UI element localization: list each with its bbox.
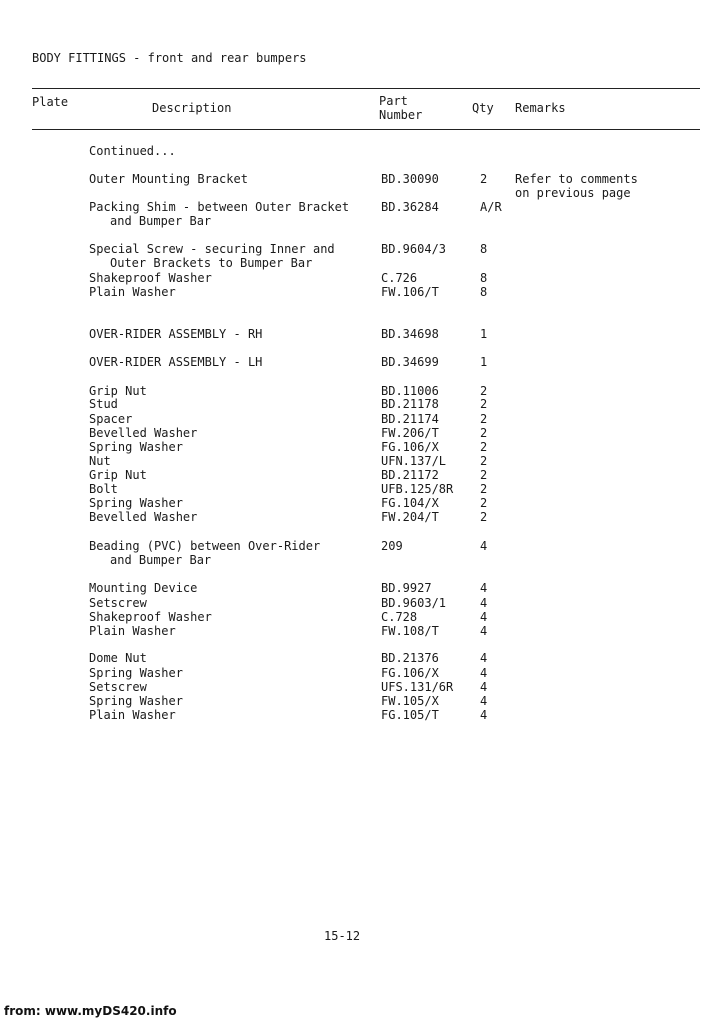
row-description: Spring Washer <box>89 666 183 680</box>
row-description-cont: and Bumper Bar <box>110 214 212 228</box>
row-part-number: UFN.137/L <box>381 454 447 468</box>
row-part-number: FW.204/T <box>381 510 439 524</box>
row-qty: 2 <box>480 172 488 186</box>
row-qty: 4 <box>480 651 488 665</box>
row-part-number: BD.34698 <box>381 327 439 341</box>
row-description: OVER-RIDER ASSEMBLY - LH <box>89 355 263 369</box>
row-description: Spring Washer <box>89 694 183 708</box>
row-part-number: BD.30090 <box>381 172 439 186</box>
row-qty: 4 <box>480 666 488 680</box>
row-qty: 2 <box>480 384 488 398</box>
row-qty: 8 <box>480 285 488 299</box>
row-qty: 8 <box>480 242 488 256</box>
header-remarks: Remarks <box>515 101 566 115</box>
row-part-number: FG.106/X <box>381 440 439 454</box>
header-bottom-rule <box>32 129 700 130</box>
header-part-line1: Part <box>379 94 408 108</box>
row-qty: 2 <box>480 496 488 510</box>
row-description: Spacer <box>89 412 133 426</box>
row-part-number: C.728 <box>381 610 418 624</box>
row-description: Bolt <box>89 482 118 496</box>
row-description: Plain Washer <box>89 285 176 299</box>
row-description: Shakeproof Washer <box>89 271 212 285</box>
row-part-number: BD.9927 <box>381 581 432 595</box>
row-description: Spring Washer <box>89 496 183 510</box>
row-qty: 2 <box>480 482 488 496</box>
row-part-number: FG.105/T <box>381 708 439 722</box>
row-description: Setscrew <box>89 596 147 610</box>
header-top-rule <box>32 88 700 89</box>
row-part-number: BD.34699 <box>381 355 439 369</box>
row-qty: 2 <box>480 397 488 411</box>
row-part-number: FW.108/T <box>381 624 439 638</box>
row-qty: 4 <box>480 694 488 708</box>
footer-source: from: www.myDS420.info <box>4 1004 177 1018</box>
row-part-number: BD.11006 <box>381 384 439 398</box>
row-part-number: FG.104/X <box>381 496 439 510</box>
row-part-number: BD.9604/3 <box>381 242 447 256</box>
row-qty: 4 <box>480 539 488 553</box>
row-qty: 4 <box>480 581 488 595</box>
row-part-number: BD.21174 <box>381 412 439 426</box>
row-part-number: FG.106/X <box>381 666 439 680</box>
row-part-number: C.726 <box>381 271 418 285</box>
row-description: Shakeproof Washer <box>89 610 212 624</box>
row-description: Packing Shim - between Outer Bracket <box>89 200 350 214</box>
row-qty: 2 <box>480 440 488 454</box>
row-description: Plain Washer <box>89 708 176 722</box>
row-qty: 2 <box>480 426 488 440</box>
row-part-number: UFS.131/6R <box>381 680 454 694</box>
header-qty: Qty <box>472 101 494 115</box>
row-qty: 2 <box>480 468 488 482</box>
row-part-number: BD.9603/1 <box>381 596 447 610</box>
continued-label: Continued... <box>89 144 176 158</box>
row-part-number: 209 <box>381 539 403 553</box>
row-part-number: BD.21376 <box>381 651 439 665</box>
row-description: Setscrew <box>89 680 147 694</box>
row-description: Bevelled Washer <box>89 510 198 524</box>
header-part-line2: Number <box>379 108 423 122</box>
row-description-cont: Outer Brackets to Bumper Bar <box>110 256 313 270</box>
header-description: Description <box>152 101 232 115</box>
row-description: Spring Washer <box>89 440 183 454</box>
row-part-number: BD.21178 <box>381 397 439 411</box>
section-title: BODY FITTINGS - front and rear bumpers <box>32 51 307 65</box>
row-remarks: Refer to comments <box>515 172 638 186</box>
row-part-number: BD.36284 <box>381 200 439 214</box>
row-qty: 4 <box>480 624 488 638</box>
row-description: Bevelled Washer <box>89 426 198 440</box>
row-description: Mounting Device <box>89 581 198 595</box>
row-description: Beading (PVC) between Over-Rider <box>89 539 321 553</box>
row-description: Grip Nut <box>89 384 147 398</box>
row-description-cont: and Bumper Bar <box>110 553 212 567</box>
row-qty: 1 <box>480 355 488 369</box>
row-qty: A/R <box>480 200 502 214</box>
row-part-number: FW.206/T <box>381 426 439 440</box>
row-part-number: FW.105/X <box>381 694 439 708</box>
row-part-number: UFB.125/8R <box>381 482 454 496</box>
page-number: 15-12 <box>324 929 361 943</box>
row-qty: 1 <box>480 327 488 341</box>
row-description: Stud <box>89 397 118 411</box>
row-qty: 4 <box>480 708 488 722</box>
row-description: Special Screw - securing Inner and <box>89 242 335 256</box>
row-remarks: on previous page <box>515 186 631 200</box>
row-qty: 2 <box>480 412 488 426</box>
row-part-number: BD.21172 <box>381 468 439 482</box>
row-qty: 8 <box>480 271 488 285</box>
row-description: Dome Nut <box>89 651 147 665</box>
row-description: Plain Washer <box>89 624 176 638</box>
header-plate: Plate <box>32 95 69 109</box>
row-description: Nut <box>89 454 111 468</box>
row-qty: 4 <box>480 680 488 694</box>
row-qty: 2 <box>480 454 488 468</box>
row-description: OVER-RIDER ASSEMBLY - RH <box>89 327 263 341</box>
row-qty: 2 <box>480 510 488 524</box>
row-part-number: FW.106/T <box>381 285 439 299</box>
row-description: Outer Mounting Bracket <box>89 172 248 186</box>
row-description: Grip Nut <box>89 468 147 482</box>
row-qty: 4 <box>480 596 488 610</box>
row-qty: 4 <box>480 610 488 624</box>
